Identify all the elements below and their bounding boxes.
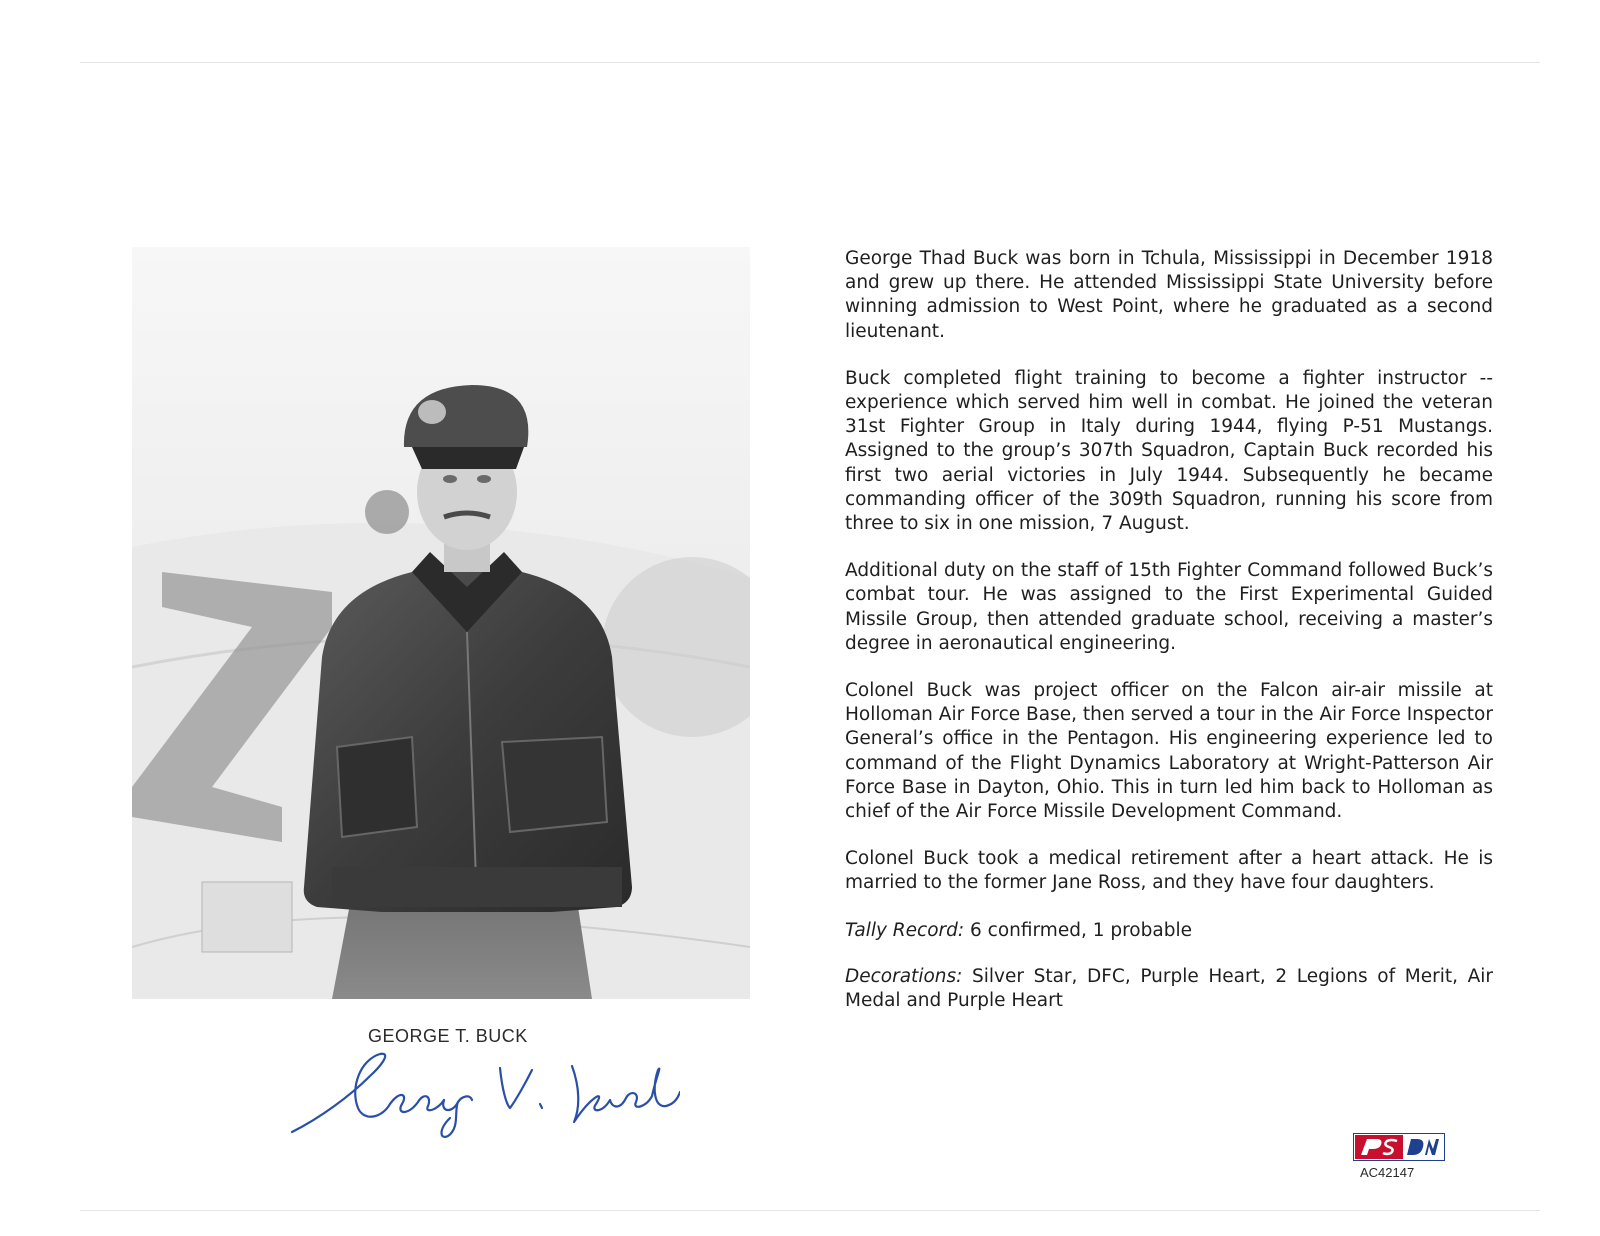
bottom-border-line (80, 1210, 1540, 1211)
tally-record (845, 919, 1493, 943)
decorations-value: Silver Star, DFC, Purple Heart, 2 Legions of Merit, Air Medal and Purple Heart (845, 965, 1493, 1012)
bio-paragraph: Additional duty on the staff of 15th Fighter Command followed Buck’s combat tour. He was assigned to the First Experimental Guided Missile Group, then attended graduate school, receiving a master’s degree in aeronautical engineering. (845, 560, 1493, 654)
tally-value: 6 confirmed, 1 probable (964, 919, 1192, 941)
psa-dna-logo (1353, 1133, 1445, 1161)
decorations-label: Decorations: (845, 965, 963, 987)
bio-paragraph: Colonel Buck was project officer on the Falcon air-air missile at Holloman Air Force Base, then served a tour in the Air Force Inspector General’s office in the Pentagon. His engineering experience led to command of the Flight Dynamics Laboratory at Wright-Patterson Air Force Base in Dayton, Ohio. This in turn led him back to Holloman as chief of the Air Force Missile Development Command. (845, 680, 1493, 823)
bio-paragraph: George Thad Buck was born in Tchula, Mississippi in December 1918 and grew up there. He attended Mississippi State University before winning admission to West Point, where he graduated as a second lieutenant. (845, 248, 1493, 342)
tally-label: Tally Record: (845, 919, 965, 941)
top-border-line (80, 62, 1540, 63)
biography-text (845, 247, 1493, 1036)
portrait-photo (132, 247, 750, 999)
photo-caption: GEORGE T. BUCK (368, 1026, 528, 1046)
bio-paragraph: Colonel Buck took a medical retirement after a heart attack. He is married to the former Jane Ross, and they have four daughters. (845, 848, 1493, 894)
bio-paragraph: Buck completed flight training to become a fighter instructor -- experience which served him well in combat. He joined the veteran 31st Fighter Group in Italy during 1944, flying P-51 Mustangs. Assigned to the group’s 307th Squadron, Captain Buck recorded his first two aerial victories in July 1944. Subsequently he became commanding officer of the 309th Squadron, running his score from three to six in one mission, 7 August. (845, 367, 1493, 535)
autograph-signature (290, 1048, 680, 1138)
certification-number: AC42147 (1360, 1165, 1415, 1180)
decorations (845, 965, 1493, 1013)
